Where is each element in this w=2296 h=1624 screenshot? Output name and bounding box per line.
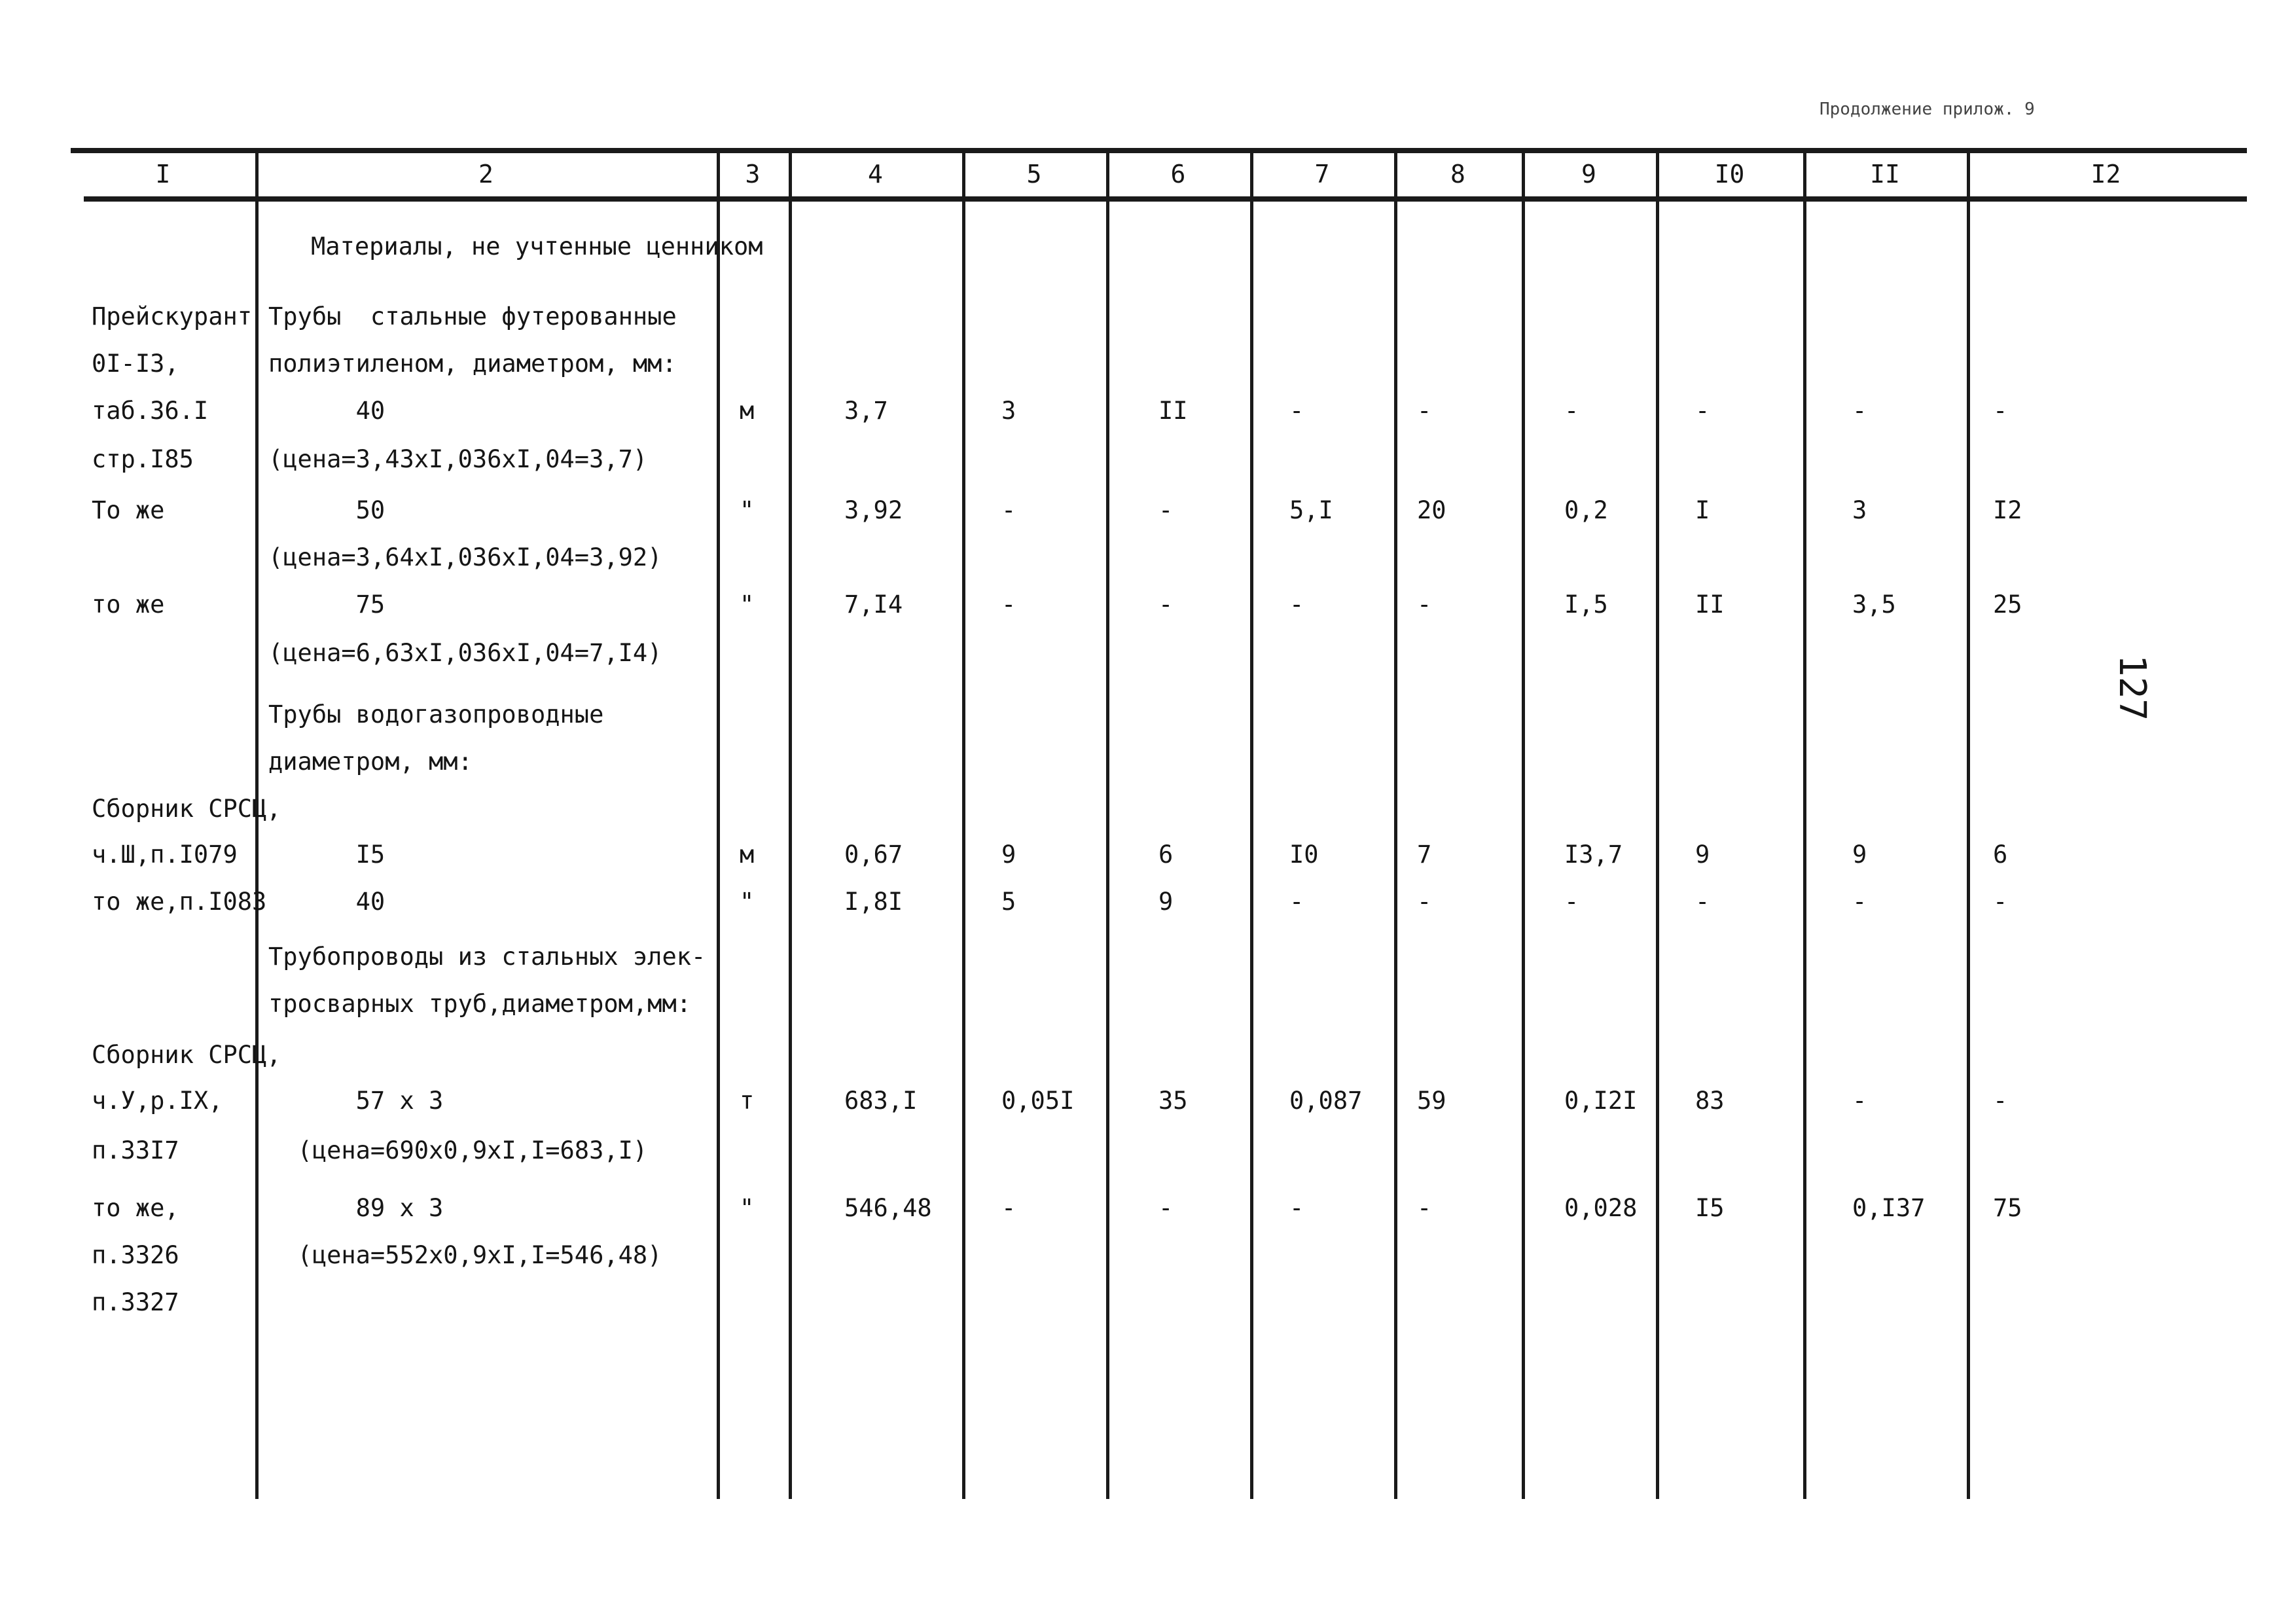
row-value-cell: II [1158,397,1188,425]
row-description-cell: (цена=552х0,9хI,I=546,48) [268,1241,662,1269]
row-value-cell: - [1158,1194,1174,1222]
row-value-cell: 0,05I [1001,1087,1075,1115]
row-value-cell: - [1158,590,1174,619]
row-value-cell: I,5 [1564,590,1608,619]
column-rule [1106,152,1109,1499]
row-value-cell: 59 [1417,1087,1446,1115]
row-value-cell: - [1289,1194,1304,1222]
header-bottom-rule [84,196,2247,202]
row-value-cell: - [1564,888,1579,916]
column-rule [1656,152,1659,1499]
header-cell: 5 [1026,160,1042,189]
header-cell: I [155,160,171,189]
row-value-cell: I0 [1289,840,1319,869]
row-value-cell: - [1001,1194,1016,1222]
row-description-cell: 40 [268,888,386,916]
row-value-cell: 9 [1158,888,1174,916]
row-source-cell: Прейскурант [92,302,253,331]
row-description-cell: 57 х 3 [268,1087,444,1115]
column-rule [789,152,792,1499]
row-description-cell: (цена=3,64хI,036хI,04=3,92) [268,543,662,571]
row-source-cell: таб.36.I [92,397,209,425]
header-cell: 2 [478,160,493,189]
row-value-cell: - [1852,397,1867,425]
column-rule [717,152,720,1499]
header-cell: 8 [1450,160,1465,189]
header-cell: 3 [745,160,761,189]
row-value-cell: 0,67 [844,840,903,869]
row-source-cell: Сборник СРСЦ, [92,795,281,823]
row-value-cell: - [1001,590,1016,619]
row-value-cell: 6 [1158,840,1174,869]
row-value-cell: 3,5 [1852,590,1896,619]
row-value-cell: - [1289,397,1304,425]
row-source-cell: Сборник СРСЦ, [92,1041,281,1069]
row-value-cell: м [740,840,755,869]
column-rule [1522,152,1525,1499]
row-source-cell: то же, [92,1194,179,1222]
section-title: Материалы, не учтенные ценником [311,232,763,261]
row-source-cell: п.3326 [92,1241,179,1269]
row-source-cell: То же [92,496,165,524]
header-cell: 6 [1170,160,1186,189]
row-value-cell: I3,7 [1564,840,1623,869]
row-value-cell: 20 [1417,496,1446,524]
row-value-cell: 3 [1001,397,1016,425]
column-rule [1803,152,1806,1499]
row-description-cell: (цена=690х0,9хI,I=683,I) [268,1136,648,1164]
row-source-cell: то же [92,590,165,619]
row-description-cell: (цена=3,43хI,036хI,04=3,7) [268,445,648,473]
row-value-cell: - [1695,888,1710,916]
row-value-cell: I,8I [844,888,903,916]
header-cell: II [1870,160,1900,189]
row-value-cell: 5 [1001,888,1016,916]
row-source-cell: стр.I85 [92,445,194,473]
row-value-cell: 546,48 [844,1194,932,1222]
row-value-cell: 25 [1993,590,2022,619]
column-rule [1394,152,1397,1499]
row-value-cell: II [1695,590,1725,619]
row-value-cell: " [740,888,755,916]
header-cell: 9 [1581,160,1596,189]
row-value-cell: 9 [1001,840,1016,869]
row-value-cell: 9 [1852,840,1867,869]
row-description-cell: полиэтиленом, диаметром, мм: [268,350,677,378]
row-source-cell: ч.У,р.IX, [92,1087,223,1115]
row-value-cell: 0,028 [1564,1194,1638,1222]
row-source-cell: ч.Ш,п.I079 [92,840,238,869]
row-value-cell: 0,I2I [1564,1087,1638,1115]
row-value-cell: - [1993,888,2008,916]
row-value-cell: - [1417,590,1432,619]
row-value-cell: - [1564,397,1579,425]
row-description-cell: Трубы водогазопроводные [268,700,604,729]
header-cell: I0 [1714,160,1745,189]
row-value-cell: 35 [1158,1087,1188,1115]
row-value-cell: 7,I4 [844,590,903,619]
row-value-cell: 7 [1417,840,1432,869]
header-cell: 7 [1314,160,1330,189]
row-value-cell: - [1289,888,1304,916]
row-value-cell: - [1695,397,1710,425]
column-rule [1250,152,1253,1499]
row-description-cell: (цена=6,63хI,036хI,04=7,I4) [268,639,662,667]
column-rule [255,152,259,1499]
row-description-cell: 75 [268,590,386,619]
row-value-cell: - [1417,397,1432,425]
row-value-cell: 0,2 [1564,496,1608,524]
row-description-cell: Трубопроводы из стальных элек- [268,943,706,971]
row-value-cell: I5 [1695,1194,1725,1222]
row-value-cell: - [1158,496,1174,524]
row-description-cell: 50 [268,496,386,524]
row-value-cell: - [1417,888,1432,916]
row-source-cell: 0I-I3, [92,350,179,378]
row-description-cell: диаметром, мм: [268,748,473,776]
row-value-cell: " [740,496,755,524]
row-value-cell: - [1289,590,1304,619]
row-value-cell: м [740,397,755,425]
header-cell: 4 [868,160,883,189]
row-source-cell: то же,п.I083 [92,888,267,916]
header-cell: I2 [2090,160,2121,189]
row-description-cell: тросварных труб,диаметром,мм: [268,990,692,1018]
row-value-cell: 683,I [844,1087,918,1115]
page-number: 127 [2111,655,2153,721]
row-value-cell: 3,92 [844,496,903,524]
row-value-cell: 0,087 [1289,1087,1363,1115]
row-value-cell: т [740,1087,755,1115]
row-description-cell: I5 [268,840,386,869]
row-value-cell: 3,7 [844,397,888,425]
continuation-note: Продолжение прилож. 9 [1820,99,2035,119]
row-description-cell: Трубы стальные футерованные [268,302,677,331]
table-top-rule [71,148,2247,153]
row-value-cell: - [1993,397,2008,425]
row-source-cell: п.3327 [92,1288,179,1316]
row-value-cell: 75 [1993,1194,2022,1222]
column-rule [962,152,965,1499]
row-value-cell: 9 [1695,840,1710,869]
row-value-cell: - [1001,496,1016,524]
row-value-cell: I2 [1993,496,2022,524]
row-value-cell: " [740,590,755,619]
row-value-cell: 6 [1993,840,2008,869]
row-value-cell: 5,I [1289,496,1333,524]
row-source-cell: п.33I7 [92,1136,179,1164]
row-value-cell: - [1852,1087,1867,1115]
row-value-cell: " [740,1194,755,1222]
row-value-cell: 0,I37 [1852,1194,1926,1222]
row-description-cell: 40 [268,397,386,425]
row-value-cell: 3 [1852,496,1867,524]
row-value-cell: - [1993,1087,2008,1115]
row-description-cell: 89 х 3 [268,1194,444,1222]
row-value-cell: - [1852,888,1867,916]
row-value-cell: - [1417,1194,1432,1222]
row-value-cell: I [1695,496,1710,524]
column-rule [1967,152,1970,1499]
row-value-cell: 83 [1695,1087,1725,1115]
